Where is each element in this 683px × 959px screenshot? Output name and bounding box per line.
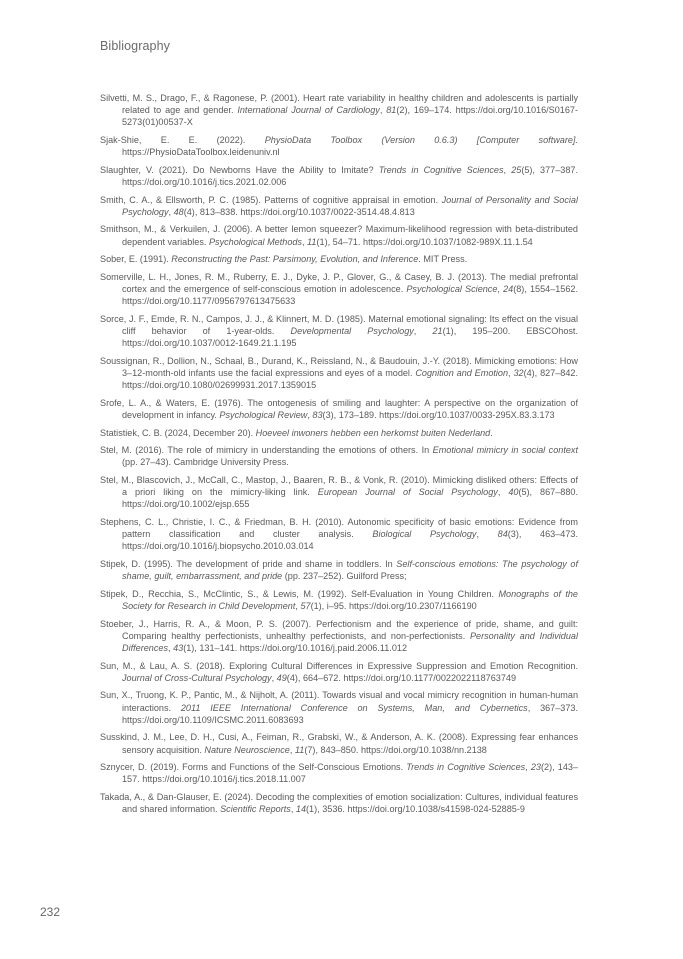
- reference-text: Sorce, J. F., Emde, R. N., Campos, J. J., & Klinnert, M. D. (1985). Maternal emotional signaling: Its effect on the visual cliff behavior of 1-year-olds.: [100, 313, 578, 336]
- reference-text: https://PhysioDataToolbox.leidenuniv.nl: [122, 147, 280, 158]
- reference-text: ,: [497, 487, 509, 498]
- reference-text: Somerville, L. H., Jones, R. M., Ruberry, E. J., Dyke, J. P., Glover, G., & Casey, B. J. (2013). The medial prefrontal cortex and the emergence of self-conscious emotion in adolescence.: [100, 271, 578, 294]
- reference-text: (5), 867–880. https://doi.org/10.1002/ejsp.655: [122, 487, 578, 510]
- reference-entry: [100, 355, 578, 392]
- reference-italic-text: 14: [295, 804, 307, 815]
- reference-text: Stipek, D. (1995). The development of pride and shame in toddlers. In: [100, 558, 397, 569]
- reference-italic-text: Journal of Cross-Cultural Psychology: [122, 672, 272, 683]
- reference-text: (1), 54–71. https://doi.org/10.1037/1082-989X.11.1.54: [316, 236, 533, 247]
- reference-text: ,: [503, 164, 512, 175]
- reference-entry: [100, 516, 578, 553]
- reference-italic-text: 57: [300, 600, 311, 611]
- reference-text: ,: [508, 367, 514, 378]
- reference-italic-text: 81: [386, 105, 397, 116]
- reference-text: (7), 843–850. https://doi.org/10.1038/nn.2138: [304, 744, 487, 755]
- reference-italic-text: 83: [312, 409, 323, 420]
- reference-text: Sjak-Shie, E. E. (2022).: [100, 135, 265, 145]
- reference-entry: [100, 92, 578, 129]
- reference-entry: [100, 689, 578, 726]
- reference-italic-text: 23: [530, 762, 541, 773]
- reference-entry: [100, 558, 578, 582]
- reference-text: Smithson, M., & Verkuilen, J. (2006). A better lemon squeezer? Maximum-likelihood regression with beta-distributed dependent variables.: [100, 224, 578, 247]
- reference-italic-text: 24: [503, 283, 514, 294]
- reference-list: [100, 92, 578, 821]
- reference-italic-text: 2011 IEEE International Conference on Systems, Man, and Cybernetics: [180, 702, 528, 713]
- reference-text: (1), i–95. https://doi.org/10.2307/1166190: [310, 600, 477, 611]
- reference-italic-text: 84: [497, 529, 508, 540]
- reference-text: (1), 3536. https://doi.org/10.1038/s41598-024-52885-9: [306, 804, 525, 815]
- reference-italic-text: Personality and Individual Differences: [122, 630, 578, 653]
- reference-italic-text: 48: [173, 206, 184, 217]
- reference-text: (1), 131–141. https://doi.org/10.1016/j.paid.2006.11.012: [183, 642, 407, 653]
- reference-italic-text: Psychological Review: [219, 409, 308, 420]
- reference-text: ,: [525, 762, 531, 773]
- reference-text: Srofe, L. A., & Waters, E. (1976). The ontogenesis of smiling and laughter: A perspective on the organization of development in infancy.: [100, 397, 578, 420]
- reference-text: , 367–373. https://doi.org/10.1109/ICSMC.2011.6083693: [122, 702, 578, 725]
- reference-text: ,: [168, 642, 174, 653]
- reference-entry: [100, 731, 578, 755]
- reference-entry: [100, 791, 578, 815]
- reference-italic-text: Cognition and Emotion: [415, 367, 509, 378]
- reference-text: ,: [289, 744, 295, 755]
- reference-italic-text: Developmental Psychology: [290, 325, 414, 336]
- reference-entry: [100, 253, 578, 265]
- reference-italic-text: International Journal of Cardiology: [237, 105, 380, 116]
- reference-italic-text: 40: [508, 487, 519, 498]
- reference-text: Slaughter, V. (2021). Do Newborns Have the Ability to Imitate?: [100, 164, 379, 175]
- reference-italic-text: Trends in Cognitive Sciences: [378, 164, 504, 175]
- reference-italic-text: Trends in Cognitive Sciences: [406, 762, 526, 773]
- reference-entry: [100, 397, 578, 421]
- reference-text: ,: [497, 283, 504, 294]
- reference-italic-text: 11: [307, 236, 317, 247]
- reference-text: Sun, M., & Lau, A. S. (2018). Exploring Cultural Differences in Expressive Suppression and Emotion Recognition.: [100, 660, 578, 671]
- reference-text: Takada, A., & Dan-Glauser, E. (2024). Decoding the complexities of emotion socialization: Cultures, individual features and shared information.: [100, 791, 578, 815]
- reference-text: (2), 169–174. https://doi.org/10.1016/S0167-5273(01)00537-X: [122, 105, 578, 128]
- reference-italic-text: 21: [432, 325, 443, 336]
- reference-text: Sun, X., Truong, K. P., Pantic, M., & Nijholt, A. (2011). Towards visual and vocal mimicry recognition in human-human interactions.: [100, 690, 578, 713]
- reference-italic-text: Psychological Methods: [208, 236, 302, 247]
- reference-italic-text: Hoeveel inwoners hebben een herkomst buiten Nederland: [255, 427, 491, 438]
- reference-text: ,: [379, 105, 387, 116]
- reference-text: ,: [307, 409, 313, 420]
- reference-entry: [100, 134, 578, 158]
- reference-italic-text: 25: [511, 164, 522, 175]
- page-number: 232: [40, 905, 61, 919]
- reference-italic-text: 49: [276, 672, 287, 683]
- reference-text: (pp. 237–252). Guilford Press;: [282, 571, 407, 582]
- reference-text: Stel, M., Blascovich, J., McCall, C., Mastop, J., Baaren, R. B., & Vonk, R. (2010). Mimicking disliked others: Effects of a priori liking on the mimicry-liking link.: [100, 474, 578, 498]
- reference-text: ,: [413, 325, 433, 336]
- reference-entry: [100, 618, 578, 655]
- reference-text: Stel, M. (2016). The role of mimicry in understanding the emotions of others. In: [100, 445, 433, 456]
- reference-italic-text: Scientific Reports: [220, 804, 291, 815]
- reference-text: Sznycer, D. (2019). Forms and Functions of the Self-Conscious Emotions.: [100, 762, 407, 773]
- reference-entry: [100, 194, 578, 218]
- reference-text: (4), 813–838. https://doi.org/10.1037/0022-3514.48.4.813: [183, 206, 415, 217]
- reference-text: Soussignan, R., Dollion, N., Schaal, B., Durand, K., Reissland, N., & Baudouin, J.-Y. (2018). Mimicking emotions: How 3–12-month-old infants use the facial expressions and eyes of a model.: [100, 355, 578, 378]
- reference-italic-text: European Journal of Social Psychology: [317, 487, 498, 498]
- reference-italic-text: 43: [173, 642, 184, 653]
- reference-italic-text: Emotional mimicry in social context: [432, 445, 578, 456]
- reference-text: (4), 664–672. https://doi.org/10.1177/0022022118763749: [286, 672, 517, 683]
- reference-text: Sober, E. (1991).: [100, 254, 172, 265]
- reference-text: ,: [301, 236, 308, 247]
- reference-text: Silvetti, M. S., Drago, F., & Ragonese, P. (2001). Heart rate variability in healthy children and adolescents is partially related to age and gender.: [100, 93, 578, 116]
- reference-entry: [100, 588, 578, 612]
- reference-italic-text: 32: [513, 367, 524, 378]
- reference-text: (5), 377–387. https://doi.org/10.1016/j.tics.2021.02.006: [122, 164, 578, 187]
- reference-text: ,: [168, 206, 174, 217]
- reference-entry: [100, 427, 578, 439]
- reference-italic-text: 11: [294, 744, 305, 755]
- reference-entry: [100, 271, 578, 308]
- reference-text: (2), 143–157. https://doi.org/10.1016/j.tics.2018.11.007: [122, 762, 578, 785]
- reference-entry: [100, 223, 578, 247]
- reference-italic-text: Reconstructing the Past: Parsimony, Evolution, and Inference: [171, 254, 419, 265]
- reference-text: (4), 827–842. https://doi.org/10.1080/02699931.2017.1359015: [122, 367, 578, 391]
- reference-text: (pp. 27–43). Cambridge University Press.: [122, 457, 289, 468]
- reference-entry: [100, 444, 578, 468]
- reference-text: Susskind, J. M., Lee, D. H., Cusi, A., Feiman, R., Grabski, W., & Anderson, A. K. (2008). Expressing fear enhances sensory acquisition.: [100, 732, 578, 755]
- reference-text: .: [490, 427, 493, 438]
- reference-text: . MIT Press.: [418, 254, 468, 265]
- reference-text: Smith, C. A., & Ellsworth, P. C. (1985). Patterns of cognitive appraisal in emotion.: [100, 194, 442, 205]
- reference-italic-text: Journal of Personality and Social Psychology: [122, 194, 578, 217]
- reference-text: ,: [271, 672, 277, 683]
- reference-entry: [100, 474, 578, 511]
- reference-entry: [100, 660, 578, 684]
- reference-text: Stephens, C. L., Christie, I. C., & Friedman, B. H. (2010). Autonomic specificity of basic emotions: Evidence from pattern classification and cluster analysis.: [100, 516, 578, 540]
- reference-text: Stipek, D., Recchia, S., McClintic, S., & Lewis, M. (1992). Self-Evaluation in Young Children.: [100, 588, 499, 599]
- reference-italic-text: Psychological Science: [406, 283, 498, 294]
- reference-text: Statistiek, C. B. (2024, December 20).: [100, 427, 256, 438]
- reference-text: ,: [476, 529, 498, 540]
- reference-text: (8), 1554–1562. https://doi.org/10.1177/0956797613475633: [122, 283, 579, 307]
- reference-text: ,: [295, 600, 301, 611]
- reference-text: Stoeber, J., Harris, R. A., & Moon, P. S. (2007). Perfectionism and the experience of pride, shame, and guilt: Comparing healthy perfectionists, unhealthy perfectionists, and non-perfectionists.: [100, 618, 578, 641]
- reference-entry: [100, 761, 578, 785]
- reference-entry: [100, 313, 578, 350]
- reference-text: (3), 173–189. https://doi.org/10.1037/0033-295X.83.3.173: [322, 409, 555, 420]
- reference-entry: [100, 164, 578, 188]
- reference-italic-text: Nature Neuroscience: [204, 744, 290, 755]
- reference-italic-text: Biological Psychology: [372, 529, 477, 540]
- reference-italic-text: Monographs of the Society for Research in Child Development: [122, 588, 578, 611]
- reference-text: ,: [290, 804, 296, 815]
- reference-text: (3), 463–473. https://doi.org/10.1016/j.biopsycho.2010.03.014: [122, 529, 578, 552]
- reference-italic-text: Self-conscious emotions: The psychology of shame, guilt, embarrassment, and pride: [122, 558, 579, 582]
- reference-italic-text: PhysioData Toolbox (Version 0.6.3) [Computer software].: [264, 135, 578, 145]
- reference-text: (1), 195–200. EBSCOhost. https://doi.org/10.1037/0012-1649.21.1.195: [122, 325, 578, 349]
- running-head: Bibliography: [100, 39, 170, 53]
